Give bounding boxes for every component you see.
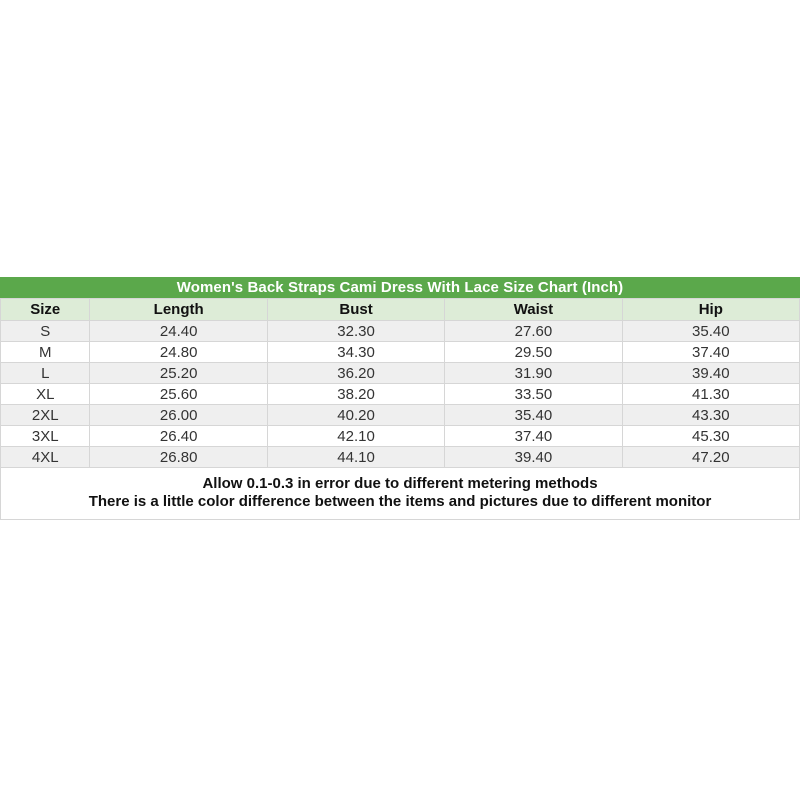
hip-cell: 35.40 (622, 321, 799, 342)
size-cell: 3XL (1, 426, 90, 447)
notes-row (1, 468, 800, 520)
hip-cell: 41.30 (622, 384, 799, 405)
length-cell: 26.80 (90, 447, 267, 468)
size-cell: M (1, 342, 90, 363)
waist-cell: 37.40 (445, 426, 622, 447)
bust-cell: 44.10 (267, 447, 444, 468)
bust-cell: 40.20 (267, 405, 444, 426)
table-row-m (1, 342, 800, 363)
table-row-s (1, 321, 800, 342)
table-row-3xl (1, 426, 800, 447)
length-cell: 25.60 (90, 384, 267, 405)
size-chart (0, 277, 800, 520)
size-cell: XL (1, 384, 90, 405)
length-cell: 26.00 (90, 405, 267, 426)
length-cell: 24.80 (90, 342, 267, 363)
table-row-xl (1, 384, 800, 405)
hip-cell: 37.40 (622, 342, 799, 363)
table-row-2xl (1, 405, 800, 426)
length-cell: 26.40 (90, 426, 267, 447)
waist-cell: 39.40 (445, 447, 622, 468)
note-metering-error: Allow 0.1-0.3 in error due to different metering methods (202, 475, 598, 492)
size-cell: L (1, 363, 90, 384)
bust-cell: 38.20 (267, 384, 444, 405)
hip-cell: 45.30 (622, 426, 799, 447)
waist-cell: 27.60 (445, 321, 622, 342)
size-chart-title: Women's Back Straps Cami Dress With Lace Size Chart (Inch) (0, 277, 800, 298)
waist-cell: 35.40 (445, 405, 622, 426)
hip-cell: 39.40 (622, 363, 799, 384)
size-cell: 2XL (1, 405, 90, 426)
column-header-size: Size (1, 299, 90, 321)
size-cell: 4XL (1, 447, 90, 468)
waist-cell: 31.90 (445, 363, 622, 384)
hip-cell: 43.30 (622, 405, 799, 426)
bust-cell: 42.10 (267, 426, 444, 447)
bust-cell: 36.20 (267, 363, 444, 384)
table-header-row (1, 299, 800, 321)
table-row-l (1, 363, 800, 384)
column-header-bust: Bust (267, 299, 444, 321)
note-color-difference: There is a little color difference between the items and pictures due to different monitor (88, 493, 712, 510)
waist-cell: 33.50 (445, 384, 622, 405)
table-row-4xl (1, 447, 800, 468)
length-cell: 25.20 (90, 363, 267, 384)
size-chart-table (0, 298, 800, 520)
hip-cell: 47.20 (622, 447, 799, 468)
notes-cell (1, 468, 800, 520)
column-header-hip: Hip (622, 299, 799, 321)
size-cell: S (1, 321, 90, 342)
bust-cell: 34.30 (267, 342, 444, 363)
waist-cell: 29.50 (445, 342, 622, 363)
length-cell: 24.40 (90, 321, 267, 342)
column-header-length: Length (90, 299, 267, 321)
bust-cell: 32.30 (267, 321, 444, 342)
column-header-waist: Waist (445, 299, 622, 321)
